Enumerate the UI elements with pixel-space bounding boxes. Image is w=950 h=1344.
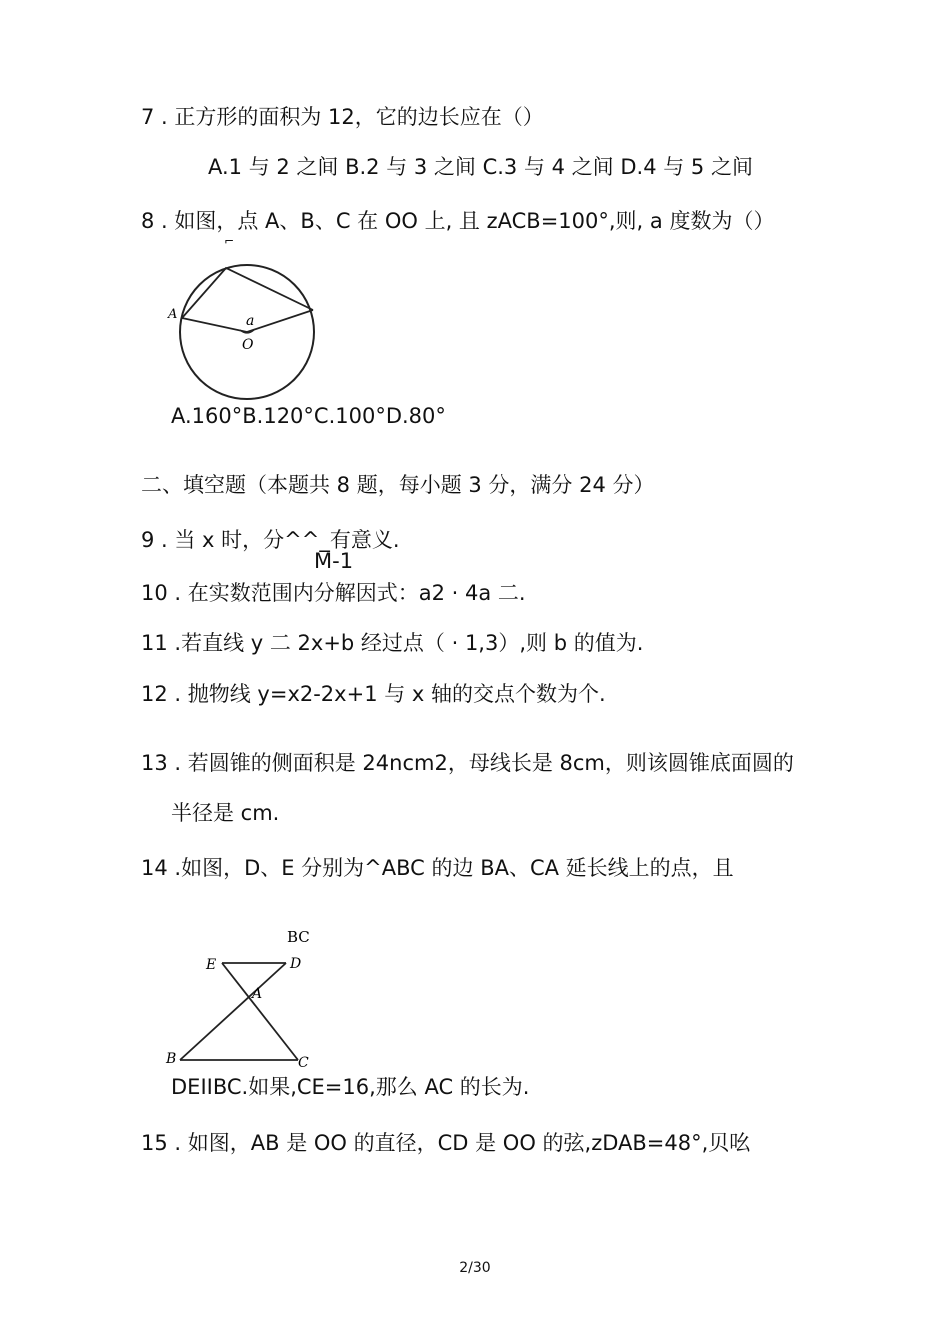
q9-denominator: M-1 [314, 549, 354, 573]
q13-stem: 13 . 若圆锥的侧面积是 24ncm2，母线长是 8cm，则该圆锥底面圆的 [141, 751, 794, 775]
q10-stem: 10 . 在实数范围内分解因式：a2 · 4a 二. [141, 581, 526, 605]
section2-heading: 二、填空题（本题共 8 题，每小题 3 分，满分 24 分） [141, 473, 655, 497]
q11-stem: 11 .若直线 y 二 2x+b 经过点（ · 1,3）,则 b 的值为. [141, 631, 644, 655]
label-c: C [298, 1055, 309, 1070]
label-a: A [252, 986, 263, 1002]
label-alpha: a [246, 313, 255, 329]
label-o: O [242, 337, 254, 353]
q14-continuation: DEIIBC.如果,CE=16,那么 AC 的长为. [171, 1075, 530, 1099]
q7-options: A.1 与 2 之间 B.2 与 3 之间 C.3 与 4 之间 D.4 与 5 之间 [208, 155, 753, 179]
label-bc-note: BC [287, 928, 310, 946]
q8-mark: ⌐ [224, 234, 235, 248]
q14-triangle-figure [160, 920, 330, 1070]
q9-stem: 9 . 当 x 时，分^^_有意义. [141, 528, 400, 552]
q8-options: A.160°B.120°C.100°D.80° [171, 404, 446, 428]
q13-continuation: 半径是 cm. [171, 801, 280, 825]
q8-stem: 8 . 如图，点 A、B、C 在 OO 上, 且 zACB=100°,则, a 度数为（） [141, 209, 775, 233]
label-d: D [290, 956, 302, 972]
q15-stem: 15 . 如图，AB 是 OO 的直径，CD 是 OO 的弦,zDAB=48°,贝吆 [141, 1131, 751, 1155]
q8-circle-figure [162, 256, 332, 406]
label-e: E [206, 957, 217, 973]
chord-lines [182, 268, 313, 318]
q7-stem: 7 . 正方形的面积为 12，它的边长应在（） [141, 105, 544, 129]
q12-stem: 12 . 抛物线 y=x2-2x+1 与 x 轴的交点个数为个. [141, 682, 606, 706]
label-b: B [166, 1051, 177, 1067]
label-a-point: A [168, 307, 178, 322]
page-number: 2/30 [459, 1260, 491, 1276]
q14-stem: 14 .如图，D、E 分别为^ABC 的边 BA、CA 延长线上的点，且 [141, 856, 734, 880]
